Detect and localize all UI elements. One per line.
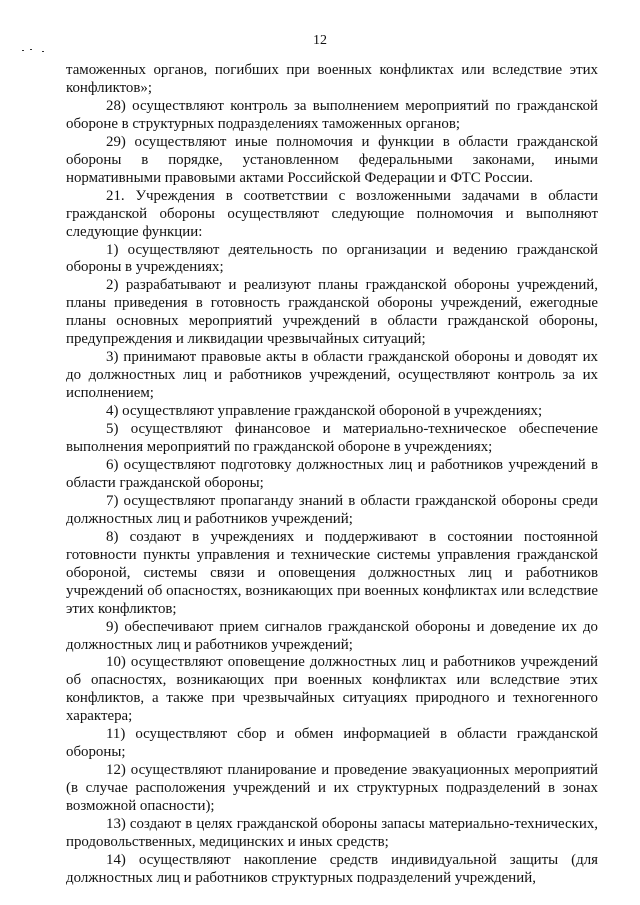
paragraph-item-4: 4) осуществляют управление гражданской обороной в учреждениях; xyxy=(106,403,543,420)
paragraph-item-3: 3) принимают правовые акты в области гражданской обороны и доводят их до должностных лиц и работников учреждений, осуществляют контроль за их исполнением; xyxy=(66,349,598,402)
paragraph-item-11: 11) осуществляют сбор и обмен информацией в области гражданской обороны; xyxy=(66,726,598,761)
paragraph-section-21: 21. Учреждения в соответствии с возложенными задачами в области гражданской обороны осуществляют следующие полномочия и выполняют следующие функции: xyxy=(66,187,598,240)
paragraph-item-14: 14) осуществляют накопление средств индивидуальной защиты (для должностных лиц и работников структурных подразделений учреждений, xyxy=(66,851,598,886)
paragraph-item-13: 13) создают в целях гражданской обороны запасы материально-технических, продовольственных, медицинских и иных средств; xyxy=(66,816,598,850)
paragraph-item-28: 28) осуществляют контроль за выполнением мероприятий по гражданской обороне в структурных подразделениях таможенных органов; xyxy=(66,97,598,132)
paragraph-item-6: 6) осуществляют подготовку должностных лиц и работников учреждений в области гражданской обороны; xyxy=(66,456,598,491)
scan-specks xyxy=(22,48,46,58)
paragraph-item-1: 1) осуществляют деятельность по организации и ведению гражданской обороны в учреждениях; xyxy=(66,241,598,276)
paragraph-item-5: 5) осуществляют финансовое и материально-техническое обеспечение выполнения мероприятий по гражданской обороне в учреждениях; xyxy=(66,421,598,456)
paragraph-item-2: 2) разрабатывают и реализуют планы гражданской обороны учреждений, планы приведения в готовность гражданской обороны учреждений, ежегодные планы основных мероприятий учреждений в области гражданской обороны, предупреждения и ликвидации чрезвычайных ситуаций; xyxy=(66,277,598,348)
paragraph-item-29: 29) осуществляют иные полномочия и функции в области гражданской обороны в порядке, установленном федеральными законами, иными нормативными правовыми актами Российской Федерации и ФТС России. xyxy=(66,133,598,186)
paragraph-item-10: 10) осуществляют оповещение должностных лиц и работников учреждений об опасностях, возникающих при военных конфликтах или вследствие этих конфликтов, а также при чрезвычайных ситуациях природного и техногенного характера; xyxy=(66,654,598,725)
paragraph-continuation: таможенных органов, погибших при военных конфликтах или вследствие этих конфликтов»; xyxy=(66,62,598,96)
paragraph-item-8: 8) создают в учреждениях и поддерживают в состоянии постоянной готовности пункты управления и технические системы управления гражданской обороной, системы связи и оповещения должностных лиц и работников учреждений об опасностях, возникающих при военных конфликтах или вследствие этих конфликтов; xyxy=(66,528,598,617)
paragraph-item-12: 12) осуществляют планирование и проведение эвакуационных мероприятий (в случае расположения учреждений и их структурных подразделений в зонах возможной опасности); xyxy=(66,762,598,815)
paragraph-item-7: 7) осуществляют пропаганду знаний в области гражданской обороны среди должностных лиц и работников учреждений; xyxy=(66,492,598,527)
paragraph-item-9: 9) обеспечивают прием сигналов гражданской обороны и доведение их до должностных лиц и работников учреждений; xyxy=(66,618,598,653)
page-number: 12 xyxy=(313,33,327,48)
document-body xyxy=(66,62,598,888)
